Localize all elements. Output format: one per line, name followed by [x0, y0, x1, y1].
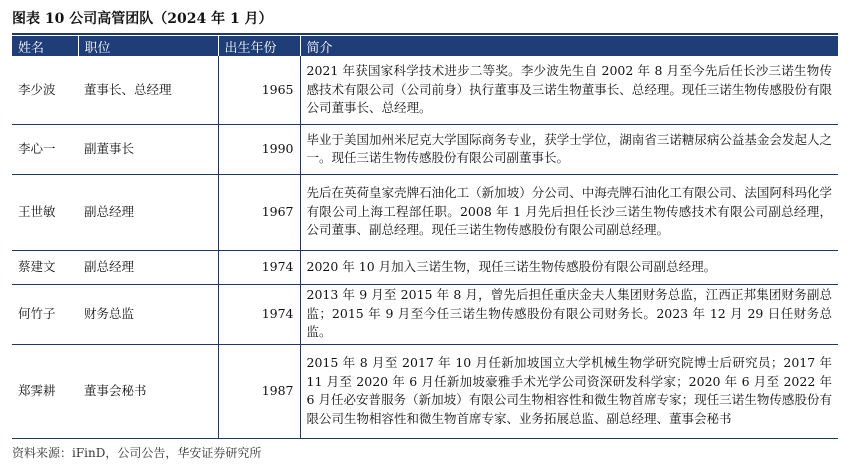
cell-birth-year: 1974: [218, 250, 300, 284]
figure-title: 图表 10 公司高管团队（2024 年 1 月）: [12, 11, 273, 27]
header-name: 姓名: [12, 36, 78, 56]
cell-bio: 2021 年获国家科学技术进步二等奖。李少波先生自 2002 年 8 月至今先后任长沙三诺生物传感技术有限公司（公司前身）执行董事及三诺生物董事长、总经理。现任三诺生物传感股份有限公司董事长、总经理。: [300, 56, 838, 124]
table-row: [12, 284, 838, 344]
cell-position: 副总经理: [78, 174, 218, 250]
cell-birth-year: 1967: [218, 174, 300, 250]
cell-name: 李少波: [12, 56, 78, 124]
cell-name: 郑霁耕: [12, 344, 78, 438]
cell-bio: 2020 年 10 月加入三诺生物，现任三诺生物传感股份有限公司副总经理。: [300, 250, 838, 284]
cell-birth-year: 1965: [218, 56, 300, 124]
cell-birth-year: 1987: [218, 344, 300, 438]
cell-name: 蔡建文: [12, 250, 78, 284]
cell-bio: 毕业于美国加州米尼克大学国际商务专业，获学士学位，湖南省三诺糖尿病公益基金会发起人之一。现任三诺生物传感股份有限公司副董事长。: [300, 124, 838, 174]
cell-birth-year: 1990: [218, 124, 300, 174]
table-row: [12, 124, 838, 174]
cell-name: 王世敏: [12, 174, 78, 250]
cell-bio: 2013 年 9 月至 2015 年 8 月，曾先后担任重庆金夫人集团财务总监，江西正邦集团财务副总监；2015 年 9 月至今任三诺生物传感股份有限公司财务长。2023 年 12 月 29 日任财务总监。: [300, 284, 838, 344]
header-birth-year: 出生年份: [218, 36, 300, 56]
table-row: [12, 344, 838, 438]
cell-name: 李心一: [12, 124, 78, 174]
cell-position: 财务总监: [78, 284, 218, 344]
cell-position: 董事长、总经理: [78, 56, 218, 124]
table-header-row: [12, 36, 838, 56]
cell-bio: 先后在英荷皇家壳牌石油化工（新加坡）分公司、中海壳牌石油化工有限公司、法国阿科玛化学有限公司上海工程部任职。2008 年 1 月先后担任长沙三诺生物传感技术有限公司副总经理，公司董事、副总经理。现任三诺生物传感股份有限公司副总经理。: [300, 174, 838, 250]
table-row: [12, 174, 838, 250]
table-row: [12, 56, 838, 124]
title-rule: [12, 33, 838, 35]
cell-birth-year: 1974: [218, 284, 300, 344]
header-position: 职位: [78, 36, 218, 56]
cell-position: 副董事长: [78, 124, 218, 174]
source-note: 资料来源：iFinD，公司公告，华安证券研究所: [12, 446, 262, 460]
cell-position: 副总经理: [78, 250, 218, 284]
cell-position: 董事会秘书: [78, 344, 218, 438]
cell-bio: 2015 年 8 月至 2017 年 10 月任新加坡国立大学机械生物学研究院博士后研究员；2017 年 11 月至 2020 年 6 月任新加坡豪雅手术光学公司资深研发科学家；2020 年 6 月至 2022 年 6 月任必安普服务（新加坡）有限公司生物相容性和微生物首席专家；现任三诺生物传感股份有限公司生物相容性和微生物首席专家、业务拓展总监、副总经理、董事会秘书: [300, 344, 838, 438]
management-table: [12, 36, 838, 439]
table-row: [12, 250, 838, 284]
cell-name: 何竹子: [12, 284, 78, 344]
header-bio: 简介: [300, 36, 838, 56]
